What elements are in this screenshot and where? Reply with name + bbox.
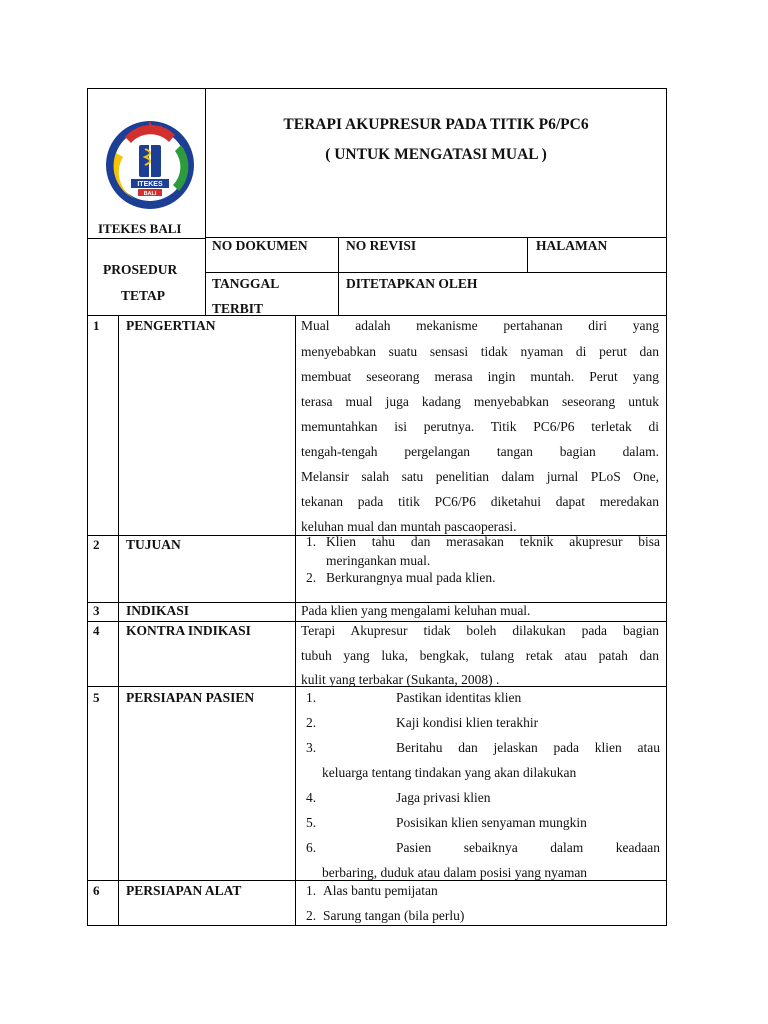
pasien-item-text: Beritahu dan jelaskan pada klien atau — [396, 740, 660, 755]
row-number: 3 — [93, 603, 100, 618]
ditetapkan-oleh-label: DITETAPKAN OLEH — [346, 276, 478, 291]
pasien-item-number: 2. — [306, 715, 317, 730]
alat-item-number: 1. — [306, 883, 317, 898]
table-border-left — [87, 88, 88, 926]
no-dokumen-label: NO DOKUMEN — [212, 238, 308, 253]
alat-item-number: 2. — [306, 908, 317, 923]
row-label-pengertian: PENGERTIAN — [126, 318, 216, 333]
tujuan-item-number: 1. — [306, 534, 317, 549]
divider-label-col — [295, 315, 296, 926]
row-label-persiapan-alat: PERSIAPAN ALAT — [126, 883, 242, 898]
tujuan-item-number: 2. — [306, 570, 317, 585]
document-title: TERAPI AKUPRESUR PADA TITIK P6/PC6 — [283, 116, 589, 133]
tanggal-terbit-label: TANGGAL — [212, 276, 280, 291]
pengertian-text-line: keluhan mual dan muntah pascaoperasi. — [301, 519, 517, 534]
pasien-item-text: Kaji kondisi klien terakhir — [396, 715, 539, 730]
institution-caption: ITEKES BALI — [98, 221, 182, 236]
procedure-type-line2: TETAP — [121, 288, 166, 303]
divider-docinfo-col1 — [338, 237, 339, 316]
pengertian-text-line: memuntahkan isi perutnya. Titik PC6/P6 terletak di — [301, 419, 659, 434]
pasien-item-number: 4. — [306, 790, 317, 805]
tujuan-item-text: meringankan mual. — [326, 553, 431, 568]
tanggal-terbit-label-2: TERBIT — [212, 301, 264, 316]
row-label-kontra-indikasi: KONTRA INDIKASI — [126, 623, 251, 638]
kontra-indikasi-text-line: tubuh yang luka, bengkak, tulang retak atau patah dan — [301, 648, 659, 663]
pasien-item-text: Pasien sebaiknya dalam keadaan — [396, 840, 660, 855]
pengertian-text-line: Mual adalah mekanisme pertahanan diri yang — [301, 318, 659, 333]
row-label-indikasi: INDIKASI — [126, 603, 190, 618]
pengertian-text-line: terasa mual juga kadang menyebabkan seseorang untuk — [301, 394, 659, 409]
pengertian-text-line: Melansir salah satu penelitian dalam jurnal PLoS One, — [301, 469, 659, 484]
logo-wordmark: ITEKES — [137, 181, 163, 188]
pasien-item-number: 5. — [306, 815, 317, 830]
no-revisi-label: NO REVISI — [346, 238, 417, 253]
pengertian-text-line: tengah-tengah pergelangan tangan bagian dalam. — [301, 444, 659, 459]
pasien-item-text: Posisikan klien senyaman mungkin — [396, 815, 587, 830]
alat-item-text: Sarung tangan (bila perlu) — [323, 908, 465, 923]
alat-item-text: Alas bantu pemijatan — [323, 883, 438, 898]
divider-docinfo-col2 — [527, 237, 528, 273]
pasien-item-text-cont: berbaring, duduk atau dalam posisi yang nyaman — [322, 865, 588, 880]
pasien-item-text: Pastikan identitas klien — [396, 690, 522, 705]
row-number: 2 — [93, 537, 100, 552]
pengertian-text-line: tekanan pada titik PC6/P6 diketahui dapat meredakan — [301, 494, 659, 509]
row-label-tujuan: TUJUAN — [126, 537, 181, 552]
indikasi-text: Pada klien yang mengalami keluhan mual. — [301, 603, 531, 618]
tujuan-item-text: Klien tahu dan merasakan teknik akupresur bisa — [326, 534, 660, 549]
pasien-item-number: 1. — [306, 690, 317, 705]
divider-no-col — [118, 315, 119, 926]
table-border-top — [87, 88, 667, 89]
kontra-indikasi-text-line: Terapi Akupresur tidak boleh dilakukan pada bagian — [301, 623, 659, 638]
pasien-item-text: Jaga privasi klien — [396, 790, 491, 805]
halaman-label: HALAMAN — [536, 238, 608, 253]
row-label-persiapan-pasien: PERSIAPAN PASIEN — [126, 690, 255, 705]
pasien-item-text-cont: keluarga tentang tindakan yang akan dilakukan — [322, 765, 577, 780]
row-number: 1 — [93, 318, 100, 333]
row-number: 4 — [93, 623, 100, 638]
pengertian-text-line: menyebabkan suatu sensasi tidak nyaman di perut dan — [301, 344, 659, 359]
pengertian-text-line: membuat seseorang merasa ingin muntah. Perut yang — [301, 369, 659, 384]
table-border-right — [666, 88, 667, 926]
logo-subword: BALI — [143, 191, 157, 197]
procedure-type-line1: PROSEDUR — [103, 262, 178, 277]
row-number: 5 — [93, 690, 100, 705]
row-number: 6 — [93, 883, 100, 898]
kontra-indikasi-text-line: kulit yang terbakar (Sukanta, 2008) . — [301, 672, 500, 687]
tujuan-item-text: Berkurangnya mual pada klien. — [326, 570, 496, 585]
itekes-logo — [95, 115, 205, 215]
document-subtitle: ( UNTUK MENGATASI MUAL ) — [325, 146, 547, 163]
pasien-item-number: 6. — [306, 840, 317, 855]
pasien-item-number: 3. — [306, 740, 317, 755]
